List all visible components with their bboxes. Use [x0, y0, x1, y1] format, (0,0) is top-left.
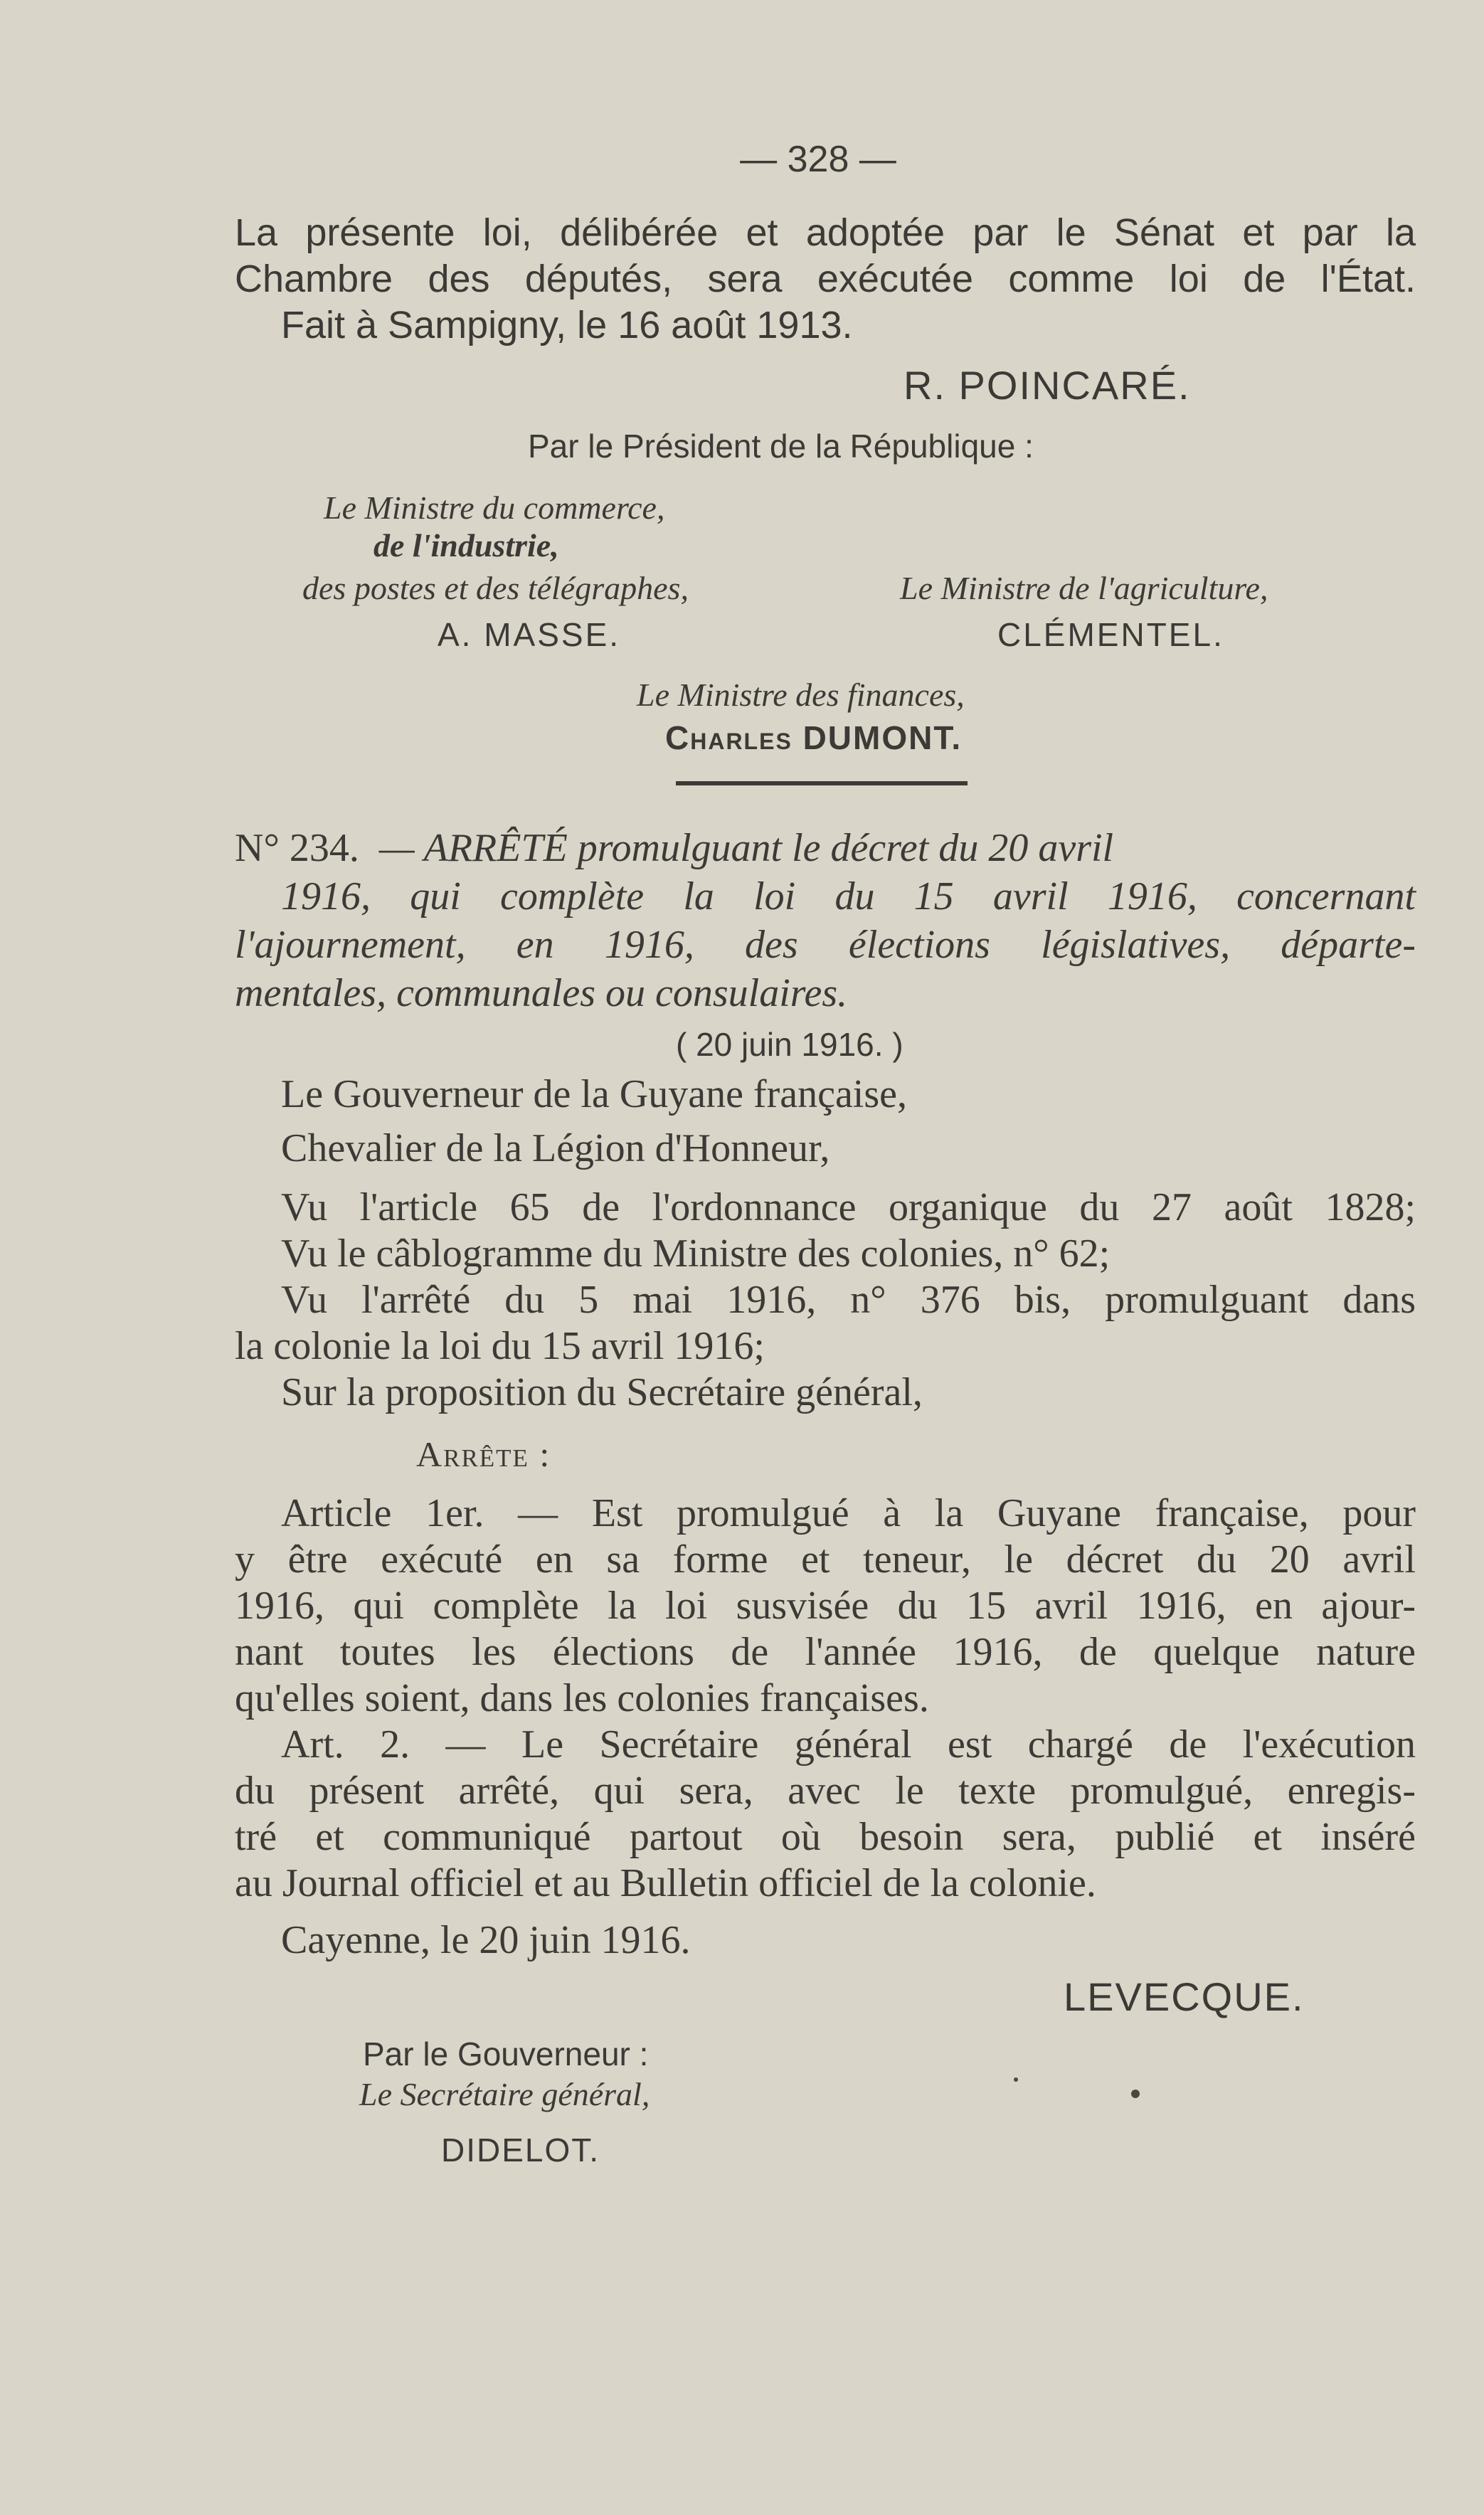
arrete-title-1: — ARRÊTÉ promulguant le décret du 20 avril — [378, 826, 1114, 870]
minister-finances-name: Charles DUMONT. — [665, 719, 963, 756]
secretaire-name: DIDELOT. — [441, 2132, 600, 2169]
arrete-number: N° 234. — [235, 826, 359, 870]
article-2-line-2: du présent arrêté, qui sera, avec le texte promulgué, enregis- — [235, 1769, 1416, 1813]
article-1-line-2: y être exécuté en sa forme et teneur, le décret du 20 avril — [235, 1537, 1416, 1582]
president-signature: R. POINCARÉ. — [903, 363, 1191, 408]
minister-commerce-title-1: Le Ministre du commerce, — [324, 489, 665, 526]
section-divider — [676, 781, 968, 785]
gouverneur-line-1: Le Gouverneur de la Guyane française, — [281, 1072, 908, 1116]
place-date: Cayenne, le 20 juin 1916. — [281, 1918, 691, 1962]
secretaire-title: Le Secrétaire général, — [359, 2076, 650, 2112]
article-1-line-1: Article 1er. — Est promulgué à la Guyane française, pour — [281, 1491, 1416, 1535]
article-1-line-4: nant toutes les élections de l'année 1916, de quelque nature — [235, 1630, 1416, 1674]
vu-line-3a: Vu l'arrêté du 5 mai 1916, n° 376 bis, promulguant dans — [281, 1278, 1416, 1322]
previous-text-line-1: La présente loi, délibérée et adoptée par le Sénat et par la — [235, 211, 1416, 254]
arrete-title-line-1 — [235, 825, 1416, 871]
par-le-president: Par le Président de la République : — [528, 428, 1034, 465]
ink-speck — [1131, 2090, 1140, 2098]
minister-finances-title: Le Ministre des finances, — [637, 677, 965, 713]
previous-text-line-2: Chambre des députés, sera exécutée comme loi de l'État. — [235, 258, 1416, 300]
article-1-line-3: 1916, qui complète la loi susvisée du 15 avril 1916, en ajour- — [235, 1584, 1416, 1628]
minister-commerce-name: A. MASSE. — [438, 616, 621, 653]
article-2-line-3: tré et communiqué partout où besoin sera, publié et inséré — [235, 1815, 1416, 1859]
article-2-line-1: Art. 2. — Le Secrétaire général est chargé de l'exécution — [281, 1722, 1416, 1767]
previous-text-line-3: Fait à Sampigny, le 16 août 1913. — [281, 304, 853, 346]
minister-agriculture-title: Le Ministre de l'agriculture, — [900, 570, 1268, 606]
arrete-title-line-2: 1916, qui complète la loi du 15 avril 1916, concernant — [281, 874, 1416, 918]
minister-agriculture-name: CLÉMENTEL. — [997, 616, 1224, 653]
article-2-line-4: au Journal officiel et au Bulletin officiel de la colonie. — [235, 1861, 1096, 1905]
arrete-date: ( 20 juin 1916. ) — [676, 1026, 903, 1063]
gouverneur-line-2: Chevalier de la Légion d'Honneur, — [281, 1126, 830, 1170]
page-number: — 328 — — [740, 139, 896, 180]
par-le-gouverneur: Par le Gouverneur : — [363, 2035, 649, 2072]
minister-commerce-title-3: des postes et des télégraphes, — [302, 570, 689, 606]
ink-speck — [1014, 2077, 1018, 2082]
arrete-title-line-4: mentales, communales ou consulaires. — [235, 971, 848, 1015]
vu-line-2: Vu le câblogramme du Ministre des colonies, n° 62; — [281, 1232, 1111, 1276]
arrete-title-line-3: l'ajournement, en 1916, des élections législatives, départe- — [235, 923, 1416, 967]
article-1-line-5: qu'elles soient, dans les colonies françaises. — [235, 1676, 929, 1720]
vu-line-3b: la colonie la loi du 15 avril 1916; — [235, 1324, 765, 1368]
minister-commerce-title-2: de l'industrie, — [373, 527, 559, 563]
vu-line-1: Vu l'article 65 de l'ordonnance organique du 27 août 1828; — [281, 1185, 1416, 1229]
sur-proposition: Sur la proposition du Secrétaire général, — [281, 1370, 923, 1414]
arrete-label: Arrête : — [416, 1434, 551, 1474]
governor-signature: LEVECQUE. — [1064, 1974, 1305, 2019]
